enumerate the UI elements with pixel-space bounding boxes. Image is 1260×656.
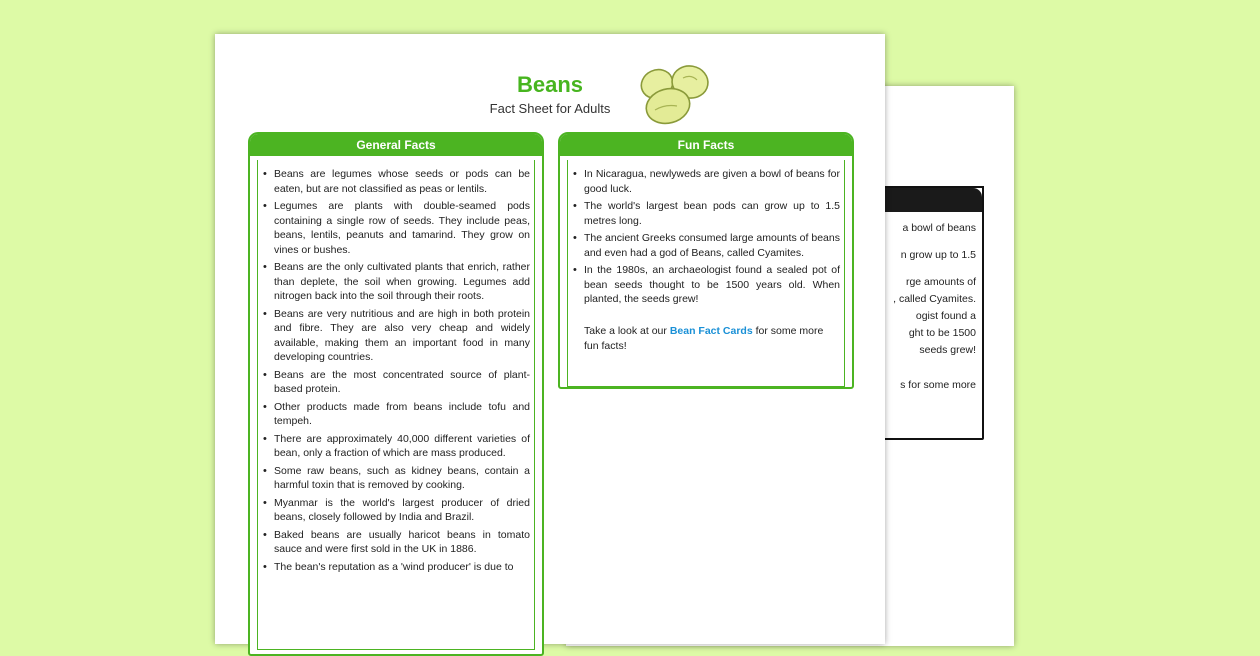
- fun-facts-body: [567, 160, 845, 387]
- general-facts-panel: [248, 132, 544, 656]
- general-facts-body: [257, 160, 535, 650]
- page-title: Beans: [516, 72, 584, 97]
- list-item: • The bean's reputation as a 'wind producer' is due to: [260, 560, 530, 575]
- general-facts-list: [258, 167, 534, 574]
- list-item: • There are approximately 40,000 different varieties of bean, only a fraction of which are mass produced.: [260, 432, 530, 461]
- list-item: • The ancient Greeks consumed large amounts of beans and even had a god of Beans, called Cyamites.: [570, 231, 840, 260]
- fun-facts-list: [568, 167, 844, 307]
- back-line: rge amounts of: [905, 276, 976, 288]
- callout-prefix: Take a look at our: [584, 324, 670, 337]
- fact-cards-callout: [568, 310, 844, 354]
- callout-suffix: for some more fun facts!: [584, 324, 824, 352]
- list-item: • In Nicaragua, newlyweds are given a bowl of beans for good luck.: [570, 167, 840, 196]
- back-line: , called Cyamites.: [893, 293, 976, 305]
- back-line: seeds grew!: [919, 344, 976, 356]
- list-item: • Beans are very nutritious and are high in both protein and fibre. They are also very cheap and widely available, making them an important food in many developing countries.: [260, 307, 530, 365]
- list-item: • Legumes are plants with double-seamed pods containing a single row of seeds. They include peas, beans, lentils, peanuts and tamarind. They grow on vines or bushes.: [260, 199, 530, 257]
- list-item: • Other products made from beans include tofu and tempeh.: [260, 400, 530, 429]
- list-item: • Beans are the only cultivated plants that enrich, rather than deplete, the soil when growing. Legumes add nitrogen back into the soil through their roots.: [260, 260, 530, 304]
- general-facts-heading: General Facts: [250, 134, 542, 156]
- fun-facts-panel: [558, 132, 854, 389]
- back-line: ght to be 1500: [908, 327, 976, 339]
- back-line: a bowl of beans: [902, 222, 976, 234]
- list-item: • Baked beans are usually haricot beans in tomato sauce and were first sold in the UK in 1886.: [260, 528, 530, 557]
- list-item: • Myanmar is the world's largest producer of dried beans, closely followed by India and Brazil.: [260, 496, 530, 525]
- list-item: • Beans are legumes whose seeds or pods can be eaten, but are not classified as peas or lentils.: [260, 167, 530, 196]
- page-subtitle: Fact Sheet for Adults: [489, 101, 611, 116]
- bean-fact-cards-link[interactable]: Bean Fact Cards: [669, 324, 753, 337]
- back-line: ogist found a: [915, 310, 976, 322]
- fun-facts-heading: Fun Facts: [560, 134, 852, 156]
- back-line: s for some more: [900, 379, 976, 391]
- list-item: • In the 1980s, an archaeologist found a sealed pot of bean seeds thought to be 1500 years old. When planted, the seeds grew!: [570, 263, 840, 307]
- list-item: • Beans are the most concentrated source of plant-based protein.: [260, 368, 530, 397]
- beans-icon: [635, 60, 715, 128]
- back-line: n grow up to 1.5: [900, 249, 976, 261]
- list-item: • The world's largest bean pods can grow up to 1.5 metres long.: [570, 199, 840, 228]
- list-item: • Some raw beans, such as kidney beans, contain a harmful toxin that is removed by cooking.: [260, 464, 530, 493]
- fact-sheet-page: [215, 34, 885, 644]
